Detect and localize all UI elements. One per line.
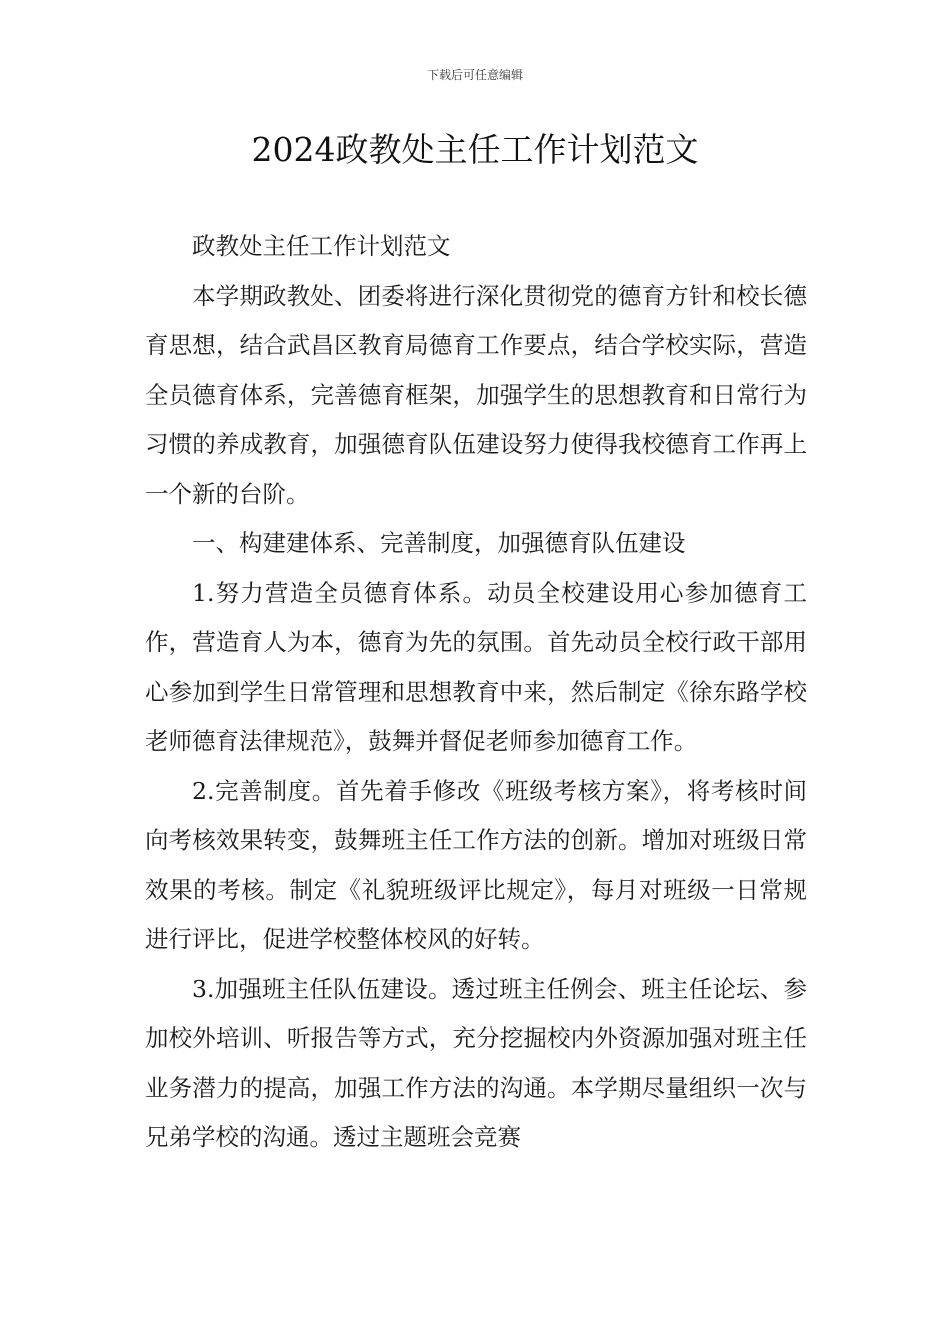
- paragraph-item-1: 1.努力营造全员德育体系。动员全校建设用心参加德育工作，营造育人为本，德育为先的氛围。首先动员全校行政干部用心参加到学生日常管理和思想教育中来，然后制定《徐东路学校老师德育法律规范》，鼓舞并督促老师参加德育工作。: [145, 578, 807, 755]
- paragraph-intro: 本学期政教处、团委将进行深化贯彻党的德育方针和校长德育思想，结合武昌区教育局德育工作要点，结合学校实际，营造全员德育体系，完善德育框架，加强学生的思想教育和日常行为习惯的养成教育，加强德育队伍建设努力使得我校德育工作再上一个新的台阶。: [145, 281, 807, 508]
- document-title: 2024政教处主任工作计划范文: [251, 130, 699, 169]
- paragraph-item-3: 3.加强班主任队伍建设。透过班主任例会、班主任论坛、参加校外培训、听报告等方式，充分挖掘校内外资源加强对班主任业务潜力的提高，加强工作方法的沟通。本学期尽量组织一次与兄弟学校的沟通。透过主题班会竞赛: [145, 974, 807, 1151]
- paragraph-subtitle: 政教处主任工作计划范文: [192, 232, 451, 260]
- section-heading-1: 一、构建建体系、完善制度，加强德育队伍建设: [192, 529, 686, 557]
- document-body: [145, 222, 807, 1163]
- paragraph-item-2: 2.完善制度。首先着手修改《班级考核方案》，将考核时间向考核效果转变，鼓舞班主任工作方法的创新。增加对班级日常效果的考核。制定《礼貌班级评比规定》，每月对班级一日常规进行评比，促进学校整体校风的好转。: [145, 776, 807, 953]
- header-note: 下载后可任意编辑: [426, 68, 523, 82]
